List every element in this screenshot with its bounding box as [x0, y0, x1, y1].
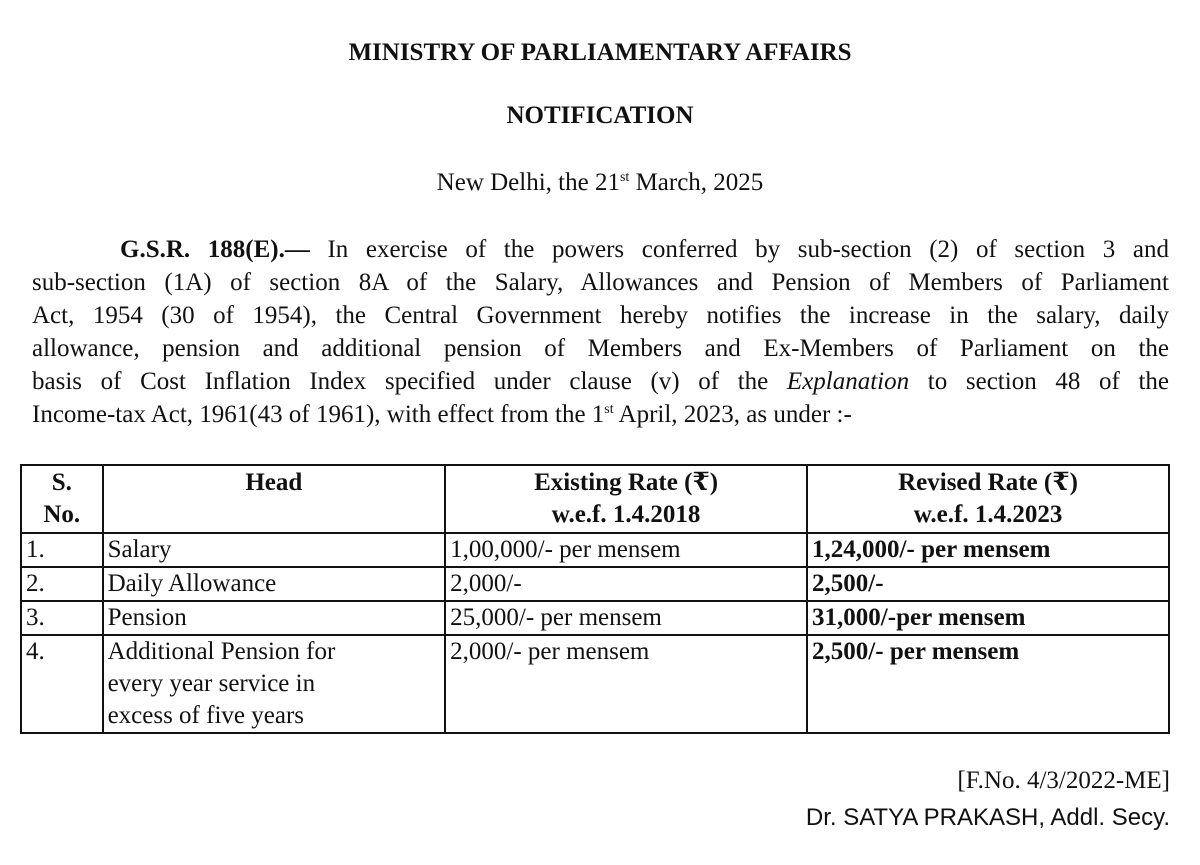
paragraph-line-3: Act, 1954 (30 of 1954), the Central Government hereby notifies the increase in the salary, daily [32, 302, 1169, 329]
paragraph-line-6-a: Income-tax Act, 1961(43 of 1961), with effect from the 1 [32, 401, 605, 428]
header-revised [807, 465, 1169, 533]
explanation-term: Explanation [786, 368, 910, 395]
header-revised-line-1: Revised Rate (₹) [898, 469, 1078, 496]
row-revised-rate: 2,500/- per mensem [807, 635, 1169, 733]
row-existing-rate: 25,000/- per mensem [445, 601, 807, 635]
table-row [21, 601, 1169, 635]
row-sno: 2. [21, 567, 103, 601]
header-existing [445, 465, 807, 533]
notification-title: NOTIFICATION [506, 102, 694, 129]
table-row [21, 567, 1169, 601]
paragraph-line-6-ordinal: st [604, 402, 614, 417]
paragraph-line-5 [32, 365, 1169, 398]
row-revised-rate: 2,500/- [807, 567, 1169, 601]
place-date-suffix: March, 2025 [629, 169, 764, 196]
paragraph-line-5-b: to section 48 of the [909, 368, 1169, 395]
row-existing-rate: 1,00,000/- per mensem [445, 533, 807, 567]
paragraph-line-6-b: April, 2023, as under :- [613, 401, 852, 428]
table-header-row [21, 465, 1169, 533]
row-sno: 3. [21, 601, 103, 635]
header-revised-line-2: w.e.f. 1.4.2023 [913, 501, 1063, 528]
row-head: Daily Allowance [103, 567, 446, 601]
header-existing-line-1: Existing Rate (₹) [534, 469, 719, 496]
notification-paragraph [32, 233, 1169, 431]
ministry-heading: MINISTRY OF PARLIAMENTARY AFFAIRS [348, 39, 852, 66]
gsr-number: G.S.R. 188(E).— [120, 236, 310, 263]
header-sno-line-1: S. [51, 469, 72, 496]
table-row [21, 635, 1169, 733]
paragraph-line-6 [32, 398, 1169, 431]
place-date-prefix: New Delhi, the 21 [436, 169, 620, 196]
row-revised-rate: 1,24,000/- per mensem [807, 533, 1169, 567]
paragraph-line-1-text: In exercise of the powers conferred by sub-section (2) of section 3 and [309, 236, 1169, 263]
place-date [0, 168, 1200, 198]
rates-table [20, 464, 1170, 734]
row-revised-rate: 31,000/-per mensem [807, 601, 1169, 635]
table-row [21, 533, 1169, 567]
paragraph-line-4: allowance, pension and additional pension of Members and Ex-Members of Parliament on the [32, 335, 1169, 362]
row-existing-rate: 2,000/- [445, 567, 807, 601]
place-date-ordinal: st [619, 170, 630, 185]
signatory: Dr. SATYA PRAKASH, Addl. Secy. [805, 804, 1170, 831]
row-head: Pension [103, 601, 446, 635]
header-sno [21, 465, 103, 533]
paragraph-line-1 [32, 233, 1169, 266]
row-head: Salary [103, 533, 446, 567]
row-head-line: Additional Pension for [107, 638, 336, 665]
paragraph-line-2: sub-section (1A) of section 8A of the Salary, Allowances and Pension of Members of Parliament [32, 269, 1169, 296]
row-head-line: excess of five years [107, 702, 304, 729]
row-head-line: every year service in [107, 670, 316, 697]
header-existing-line-2: w.e.f. 1.4.2018 [551, 501, 701, 528]
header-sno-line-2: No. [43, 501, 81, 528]
paragraph-line-5-a: basis of Cost Inflation Index specified under clause (v) of the [32, 368, 787, 395]
row-sno: 4. [21, 635, 103, 733]
row-sno: 1. [21, 533, 103, 567]
header-head: Head [103, 465, 446, 533]
row-head [103, 635, 446, 733]
file-number: [F.No. 4/3/2022-ME] [957, 767, 1170, 794]
row-existing-rate: 2,000/- per mensem [445, 635, 807, 733]
